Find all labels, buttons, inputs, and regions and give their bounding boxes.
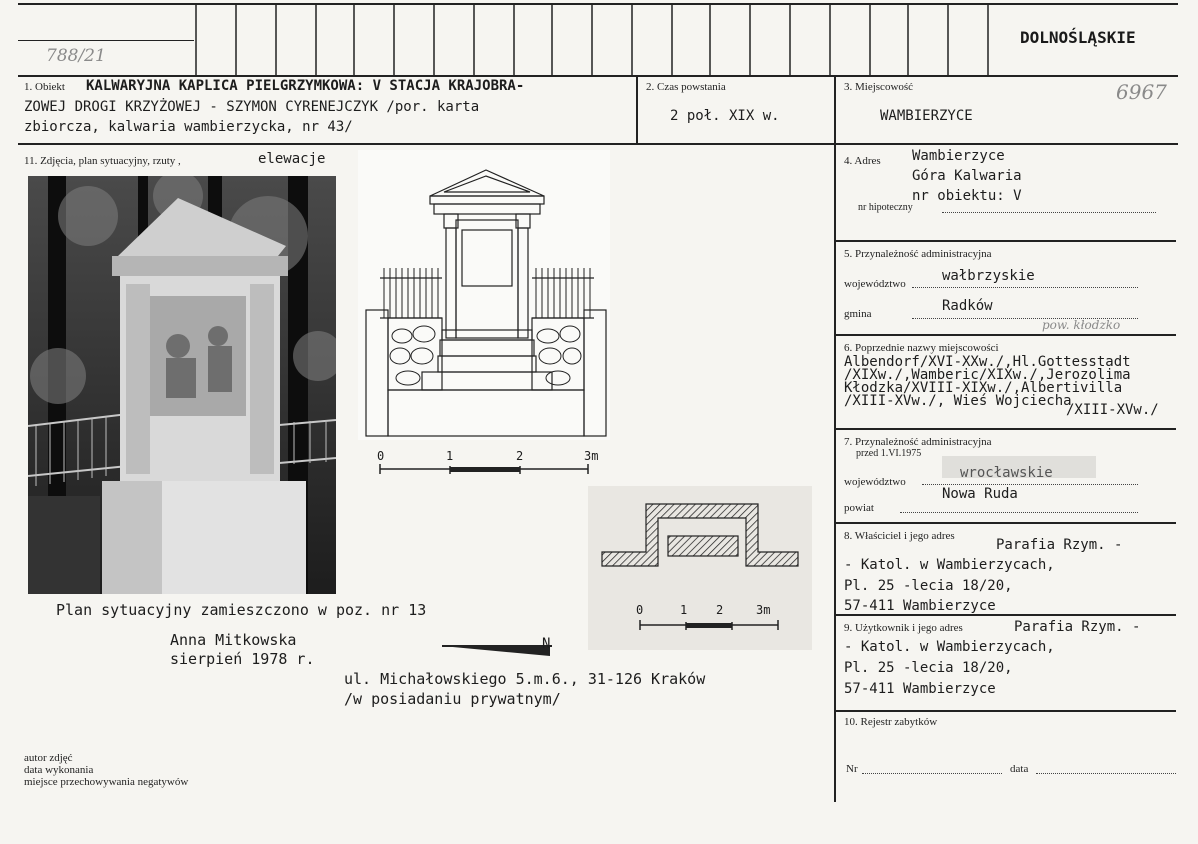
rule-5-6 [836, 334, 1176, 336]
field7-label: 7. Przynależność administracyjna [844, 436, 992, 448]
field7-voiv-label: województwo [844, 476, 906, 488]
photo-author-label: autor zdjęć [24, 752, 73, 764]
scale1-label-3: 3m [584, 449, 599, 463]
region-title: DOLNOŚLĄSKIE [1020, 28, 1136, 47]
address-line-2: Góra Kalwaria [912, 168, 1022, 184]
field5-label: 5. Przynależność administracyjna [844, 248, 992, 260]
rule-8-9 [836, 614, 1176, 616]
scale1-label-1: 1 [446, 449, 454, 463]
county-handnote: pow. kłodzko [1042, 318, 1121, 332]
owner-line-3: Pl. 25 -lecia 18/20, [844, 578, 1013, 594]
former-name-3: Kłodzka/XVIII-XIXw./,Albertivilla [844, 380, 1123, 396]
field3-label: 3. Miejscowość [844, 81, 914, 93]
field2-label: 2. Czas powstania [646, 81, 726, 93]
plan-drawing [600, 500, 800, 572]
former-powiat: Nowa Ruda [942, 486, 1018, 502]
owner-line-4: 57-411 Wambierzyce [844, 598, 996, 614]
author-date: sierpień 1978 r. [170, 650, 315, 668]
rule-4-5 [836, 240, 1176, 242]
former-voivodeship: wrocławskie [960, 465, 1053, 481]
register-date-dots [1036, 773, 1176, 774]
register-nr-dots [862, 773, 1002, 774]
voiv-dots [912, 287, 1138, 288]
field1-label: 1. Obiekt [24, 81, 65, 93]
photo-date-label: data wykonania [24, 764, 94, 776]
field11-label-extra: elewacje [258, 151, 326, 167]
rule-9-10 [836, 710, 1176, 712]
former-name-5: /XIII-XVw./ [1066, 402, 1159, 418]
field10-label: 10. Rejestr zabytków [844, 716, 938, 728]
field7-powiat-label: powiat [844, 502, 874, 514]
scale2-label-0: 0 [636, 603, 644, 617]
elevation-scale-bar [378, 462, 600, 476]
mortgage-dots [942, 212, 1156, 213]
north-arrow-icon [440, 636, 570, 660]
object-line-2: ZOWEJ DROGI KRZYŻOWEJ - SZYMON CYRENEJCZYK /por. karta [24, 99, 480, 115]
rule-7-8 [836, 522, 1176, 524]
scale2-label-1: 1 [680, 603, 688, 617]
author-address-note: /w posiadaniu prywatnym/ [344, 690, 561, 708]
creation-time: 2 poł. XIX w. [670, 108, 780, 124]
mortgage-label: nr hipoteczny [858, 202, 913, 213]
former-name-4: /XIII-XVw./, Wieś Wojciecha [844, 393, 1072, 409]
archive-number: 788/21 [46, 46, 106, 66]
object-line-3: zbiorcza, kalwaria wambierzycka, nr 43/ [24, 119, 353, 135]
scale1-label-0: 0 [377, 449, 385, 463]
plan-scale-bar [638, 618, 788, 632]
field4-label: 4. Adres [844, 155, 881, 167]
negative-storage-label: miejsce przechowywania negatywów [24, 776, 189, 788]
powiat-dots [900, 512, 1138, 513]
former-voiv-dots [922, 484, 1138, 485]
plan-note: Plan sytuacyjny zamieszczono w poz. nr 13 [56, 601, 427, 619]
field7-label2: przed 1.VI.1975 [856, 448, 922, 459]
user-line-4: 57-411 Wambierzyce [844, 681, 996, 697]
divider-right-column [834, 75, 836, 802]
former-name-1: Albendorf/XVI-XXw./,Hl.Gottesstadt [844, 354, 1131, 370]
field6-label: 6. Poprzednie nazwy miejscowości [844, 342, 999, 354]
field5-voiv-label: województwo [844, 278, 906, 290]
address-line-3: nr obiektu: V [912, 188, 1022, 204]
scale2-label-2: 2 [716, 603, 724, 617]
elevation-drawing [358, 150, 610, 440]
card-number: 6967 [1116, 80, 1167, 104]
top-left-rule [18, 40, 194, 41]
row1-top-rule [18, 75, 1178, 77]
user-line-2: - Katol. w Wambierzycach, [844, 639, 1055, 655]
register-date-label: data [1010, 763, 1029, 775]
divider-1-2 [636, 75, 638, 143]
chapel-photograph [28, 176, 336, 594]
field5-gmina-label: gmina [844, 308, 872, 320]
object-line-1: KALWARYJNA KAPLICA PIELGRZYMKOWA: V STACJA KRAJOBRA- [86, 78, 525, 94]
address-line-1: Wambierzyce [912, 148, 1005, 164]
former-name-2: /XIXw./,Wamberic/XIXw./,Jerozolima [844, 367, 1131, 383]
user-line-3: Pl. 25 -lecia 18/20, [844, 660, 1013, 676]
owner-line-1: Parafia Rzym. - [996, 537, 1123, 553]
field9-label: 9. Użytkownik i jego adres [844, 622, 963, 634]
field11-label: 11. Zdjęcia, plan sytuacyjny, rzuty , [24, 155, 181, 167]
locality: WAMBIERZYCE [880, 108, 973, 124]
field8-label: 8. Właściciel i jego adres [844, 530, 955, 542]
owner-line-2: - Katol. w Wambierzycach, [844, 557, 1055, 573]
scale1-label-2: 2 [516, 449, 524, 463]
scale2-label-3: 3m [756, 603, 771, 617]
row1-bottom-rule [18, 143, 1178, 145]
author-address: ul. Michałowskiego 5.m.6., 31-126 Kraków [344, 670, 706, 688]
register-nr-label: Nr [846, 763, 858, 775]
gmina: Radków [942, 298, 993, 314]
rule-6-7 [836, 428, 1176, 430]
author-name: Anna Mitkowska [170, 631, 297, 649]
north-label: N [542, 636, 551, 652]
user-line-1: Parafia Rzym. - [1014, 619, 1141, 635]
voivodeship: wałbrzyskie [942, 268, 1035, 284]
